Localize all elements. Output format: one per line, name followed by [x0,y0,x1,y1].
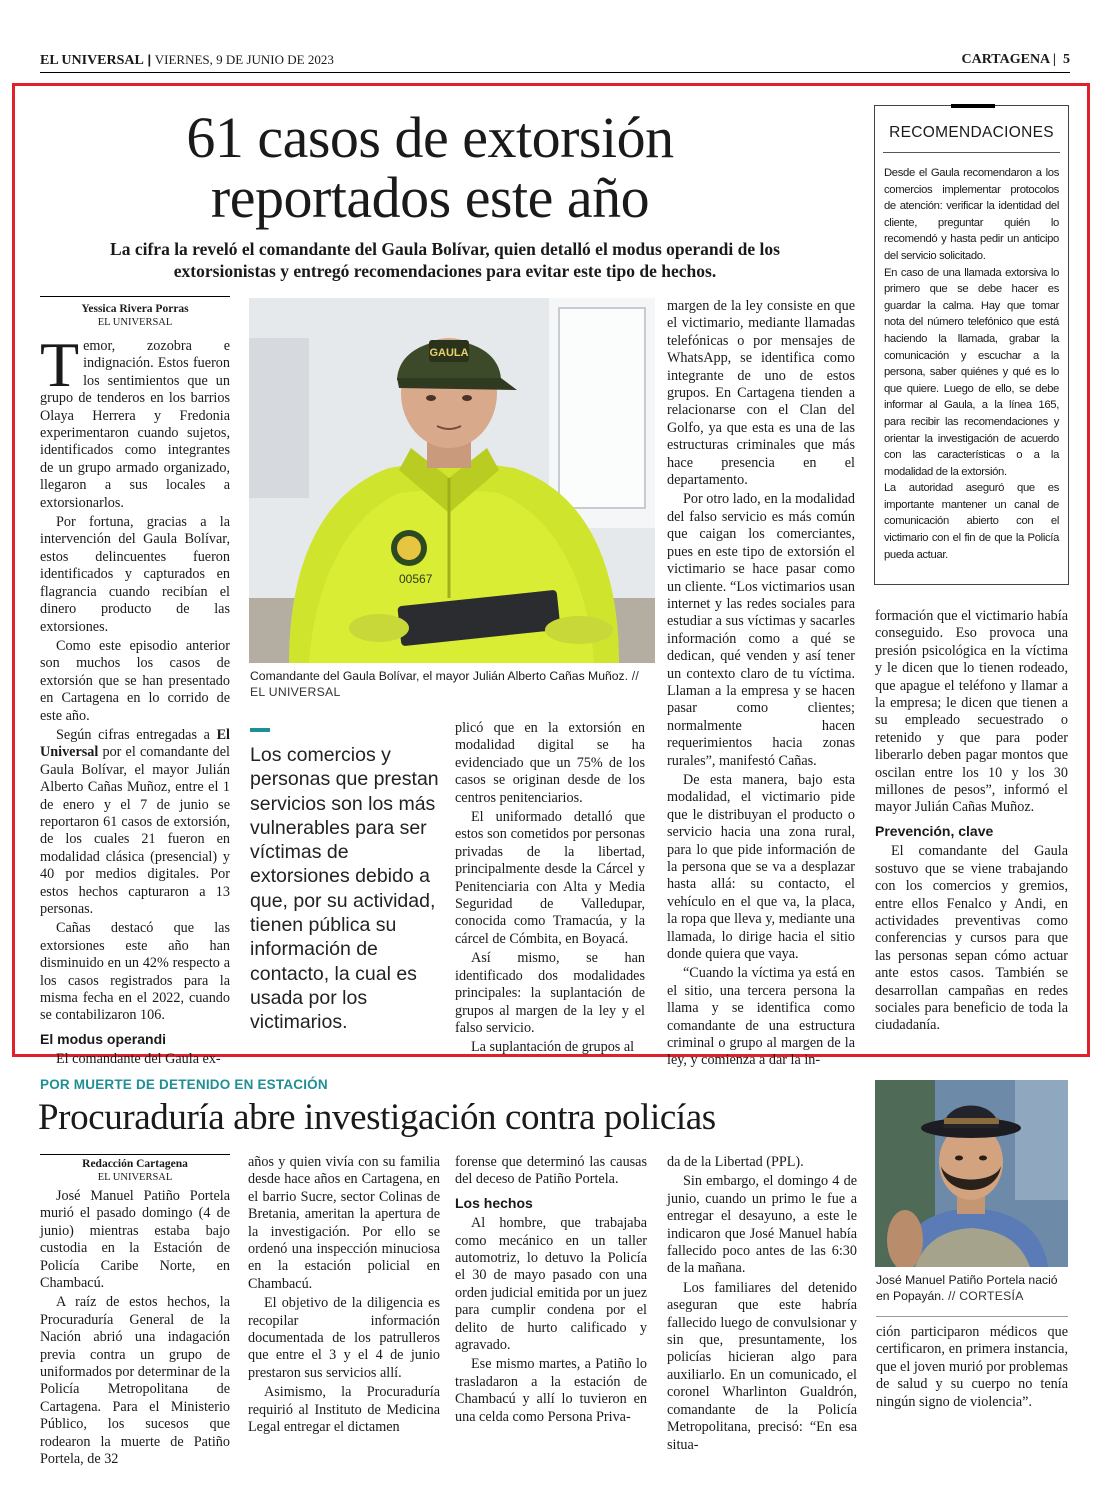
article2-byline-rule [40,1154,230,1155]
article2-kicker: POR MUERTE DE DETENIDO EN ESTACIÓN [40,1077,328,1092]
article2-author: Redacción Cartagena [82,1158,188,1170]
cap-badge-text: GAULA [429,347,469,359]
col4-paragraph-1: margen de la ley consiste en que el victimario, mediante llamadas telefónicas o por mensajes de WhatsApp, se identifica como integrante de uno de estos grupos. En Cartagena tienden a relacionarse con el Clan del Golfo, ya que esta es una de las estructuras criminales que más hace presencia en el departamento. [667,298,855,489]
article2-outlet: EL UNIVERSAL [97,1172,173,1183]
commander-photo-illustration [249,298,655,663]
col1-paragraph-5: Cañas destacó que las extorsiones este año han disminuido en un 42% respecto a los casos registrados para la misma fecha en el 2022, cuando se contabilizaron 106. [40,920,230,1024]
victim-photo-caption [876,1272,1068,1304]
header-rule [40,72,1070,73]
victim-caption-rule [876,1316,1068,1317]
article2-column-4 [667,1154,857,1456]
a2-col5-paragraph-1: ción participaron médicos que certificaron, en primera instancia, que el joven murió por problemas de salud y su cuerpo no tenía ningún signo de violencia”. [876,1324,1068,1410]
commander-photo [249,298,655,663]
recommendations-box [874,105,1069,585]
pullquote: Los comercios y personas que prestan servicios son los más vulnerables para ser víctimas de extorsiones debido a que, por su actividad, tienen pública su información de contacto, la cual es usada por los victimarios. [250,744,439,1034]
a2-col2-paragraph-3: Asimismo, la Procuraduría requirió al Instituto de Medicina Legal entregar el dictamen [248,1384,440,1436]
jacket-number: 00567 [399,572,433,586]
pullquote-accent [250,728,270,732]
col4-paragraph-2: Por otro lado, en la modalidad del falso servicio es más común que caigan los comerciantes, pues en este tipo de extorsión el victimario se hace pasar como un cliente. “Los victimarios usan internet y las redes sociales para estudiar a sus víctimas y sacarles información como a qué se dedican, qué venden y así tener un contexto claro de tu víctima. Llaman a la empresa y se hacen pasar como clientes; normalmente hacen requerimientos hacia zonas rurales”, manifestó Cañas. [667,491,855,769]
col4-paragraph-3: De esta manera, bajo esta modalidad, el victimario pide que le distribuyan el producto o servicio hacia una zona rural, para lo que pide información de la persona que se va a desplazar hasta allá: su contacto, el vehículo en el que va, la placa, la ropa que lleva y, mediante una llamada, lo dirige hacia el sitio donde quiera que vaya. [667,771,855,963]
masthead-name: EL UNIVERSAL [40,53,144,68]
col3-paragraph-2: El uniformado detalló que estos son cometidos por personas privadas de la libertad, principalmente desde la Cárcel y Penitenciaria con Alta y Media Seguridad de Valledupar, conocida como Tramacúa, y la cárcel de Cómbita, en Boyacá. [455,809,645,947]
page-header [40,52,1070,72]
recommendations-p1: Desde el Gaula recomendaron a los comercios implementar protocolos de atención: verificar la identidad del cliente, preguntar quién lo recomendó y hasta pedir un anticipo del servicio solicitado. [884,167,1059,262]
a2-col4-paragraph-2: Sin embargo, el domingo 4 de junio, cuando un primo le fue a entregar el desayuno, a este le indicaron que José Manuel había fallecido poco antes de las 6:30 de la mañana. [667,1173,857,1277]
recommendations-body [884,165,1059,563]
recommendations-top-bar [951,104,995,108]
col1-paragraph-4: Según cifras entregadas a El Universal por el comandante del Gaula Bolívar, el mayor Julián Alberto Cañas Muñoz, entre el 1 de enero y el 7 de junio se reportaron 61 casos de extorsión, de los cuales 21 fueron en modalidad clásica (presencial) y 40 por medios digitales. Por estos hechos capturaron a 13 personas. [40,726,230,917]
col5-paragraph-2: El comandante del Gaula sostuvo que se viene trabajando con los comercios y gremios, entre ellos Fenalco y Andi, en actividades preventivas como conferencias y cursos para que las personas sepan cómo actuar ante estos casos. También se desarrollan campañas en redes sociales para beneficio de toda la ciudadanía. [875,843,1068,1034]
headline-line-2: reportados este año [210,165,650,230]
article-headline [110,105,750,230]
author-name: Yessica Rivera Porras [81,303,189,315]
article-column-3 [455,720,645,1059]
article2-headline: Procuraduría abre investigación contra policías [38,1097,716,1138]
headline-line-1: 61 casos de extorsión [186,105,674,170]
recommendations-p2: En caso de una llamada extorsiva lo primero que se debe hacer es guardar la calma. Hay que tomar nota del número telefónico que está haciendo la llamada, grabar la comunicación y escuchar a la persona, saber quiénes y qué es lo que quiere. Luego de ello, se debe informar al Gaula, a la línea 165, para recibir las recomendaciones y orientar la investigación de acuerdo con las características o a la modalidad de la extorsión. [884,266,1059,478]
article-deck: La cifra la reveló el comandante del Gaula Bolívar, quien detalló el modus operandi de los extorsionistas y entregó recomendaciones para evitar este tipo de hechos. [110,239,780,281]
victim-caption-text: José Manuel Patiño Portela nació en Popayán. [876,1273,1058,1303]
a2-col1-paragraph-2: A raíz de estos hechos, la Procuraduría General de la Nación abrió una indagación previa contra un grupo de uniformados por determinar de la Policía Metropolitana de Cartagena. Para el Ministerio Público, los sucesos que rodearon la muerte de Patiño Portela, de 32 [40,1294,230,1468]
header-separator: | [147,52,155,67]
a2-col2-paragraph-2: El objetivo de la diligencia es recopilar información documentada de los patrulleros que entre el 3 y el 4 de junio prestaron sus servicios allí. [248,1295,440,1381]
article2-column-2 [248,1154,440,1439]
a2-col4-paragraph-1: da de la Libertad (PPL). [667,1154,804,1170]
header-date: VIERNES, 9 DE JUNIO DE 2023 [154,52,334,67]
col3-paragraph-1: plicó que en la extorsión en modalidad digital se ha evidenciado que un 75% de los casos se originan desde de los centros penitenciarios. [455,720,645,806]
drop-cap: T [40,329,80,400]
author-outlet: EL UNIVERSAL [97,317,173,328]
col5-paragraph-1: formación que el victimario había conseguido. Eso provoca una presión psicológica en la víctima y le dicen que lo tienen rodeado, que apague el teléfono y llamar a la empresa; le dicen que tienen a su empleado secuestrado o retenido y que para poder liberarlo deben pagar montos que oscilan entre los 10 y los 30 millones de pesos”, informó el mayor Julián Cañas Muñoz. [875,608,1068,816]
subhead-modus-operandi: El modus operandi [40,1030,167,1047]
section-name: CARTAGENA [961,52,1050,67]
subhead-prevencion: Prevención, clave [875,822,994,839]
recommendations-title-rule [883,152,1060,153]
col4-paragraph-4: “Cuando la víctima ya está en el sitio, una tercera persona la llama y se identifica como comandante de una estructura criminal o grupo al margen de la ley, y comienza a dar la in- [667,965,855,1069]
recommendations-p3: La autoridad aseguró que es importante mantener un canal de comunicación abierto con el victimario con el fin de que la Policía pueda actuar. [884,482,1059,561]
col1-paragraph-3: Como este episodio anterior son muchos los casos de extorsión que se han presentado en Cartagena en lo corrido de este año. [40,637,230,724]
page-number: 5 [1063,52,1070,67]
a2-col3-paragraph-3: Ese mismo martes, a Patiño lo trasladaron a la estación de Chambacú y allí lo tuvieron en una celda como Persona Priva- [455,1356,647,1425]
victim-photo-illustration [875,1080,1068,1267]
subhead-los-hechos: Los hechos [455,1194,533,1211]
article-column-1 [40,329,230,1071]
byline-rule [40,296,230,297]
recommendations-title: RECOMENDACIONES [889,124,1054,141]
article-column-5 [875,608,1068,1037]
article2-column-3 [455,1154,647,1428]
a2-col3-paragraph-1: forense que determinó las causas del deceso de Patiño Portela. [455,1154,647,1188]
a2-col3-paragraph-2: Al hombre, que trabajaba como mecánico en un taller automotriz, lo detuvo la Policía el 30 de mayo pasado con una orden judicial emitida por un juez para cumplir condena por el delito de hurto calificado y agravado. [455,1215,647,1354]
victim-photo [875,1080,1068,1267]
a2-col1-paragraph-1: José Manuel Patiño Portela murió el pasado domingo (4 de junio) mientras estaba bajo custodia en la Estación de Policía Caribe Norte, en Chambacú. [40,1188,230,1292]
col3-paragraph-4: La suplantación de grupos al [471,1039,635,1056]
article2-column-1 [40,1188,230,1471]
a2-col2-paragraph-1: años y quien vivía con su familia desde hace años en Cartagena, en el barrio Sucre, sector Colinas de Bretania, ameritan la apertura de la investigación. Por ello se ordenó una inspección minuciosa en la estación policial en Chambacú. [248,1154,440,1292]
a2-col4-paragraph-3: Los familiares del detenido aseguran que este habría fallecido luego de convulsionar y sin que, presuntamente, los policías hicieran algo para auxiliarlo. En un comunicado, el coronel Wharlinton Gualdrón, comandante de la Policía Metropolitana, precisó: “En esa situa- [667,1279,857,1453]
col3-paragraph-3: Así mismo, se han identificado dos modalidades principales: la suplantación de grupos al margen de la ley y el falso servicio. [455,950,645,1036]
commander-photo-caption [250,668,655,700]
article2-column-5 [876,1324,1068,1413]
caption-credit: // EL UNIVERSAL [250,669,640,699]
col1-paragraph-2: Por fortuna, gracias a la intervención del Gaula Bolívar, estos delincuentes fueron identificados y capturados en flagrancia cuando recibían el dinero producto de las extorsiones. [40,514,230,635]
article2-byline [40,1158,230,1184]
col1-paragraph-1: emor, zozobra e indignación. Estos fueron los sentimientos que un grupo de tenderos en los barrios Olaya Herrera y Fredonia experimentaron cuando sujetos, identificados como integrantes de un grupo armado organizado, llegaron a sus locales a extorsionarlos. [40,338,230,511]
victim-caption-credit: // CORTESÍA [944,1289,1024,1303]
article-byline [40,303,230,329]
header-section: CARTAGENA | 5 [961,52,1070,67]
article-column-4 [667,298,855,1072]
col1-paragraph-6: El comandante del Gaula ex- [56,1051,221,1068]
caption-text: Comandante del Gaula Bolívar, el mayor Julián Alberto Cañas Muñoz. [250,669,629,683]
